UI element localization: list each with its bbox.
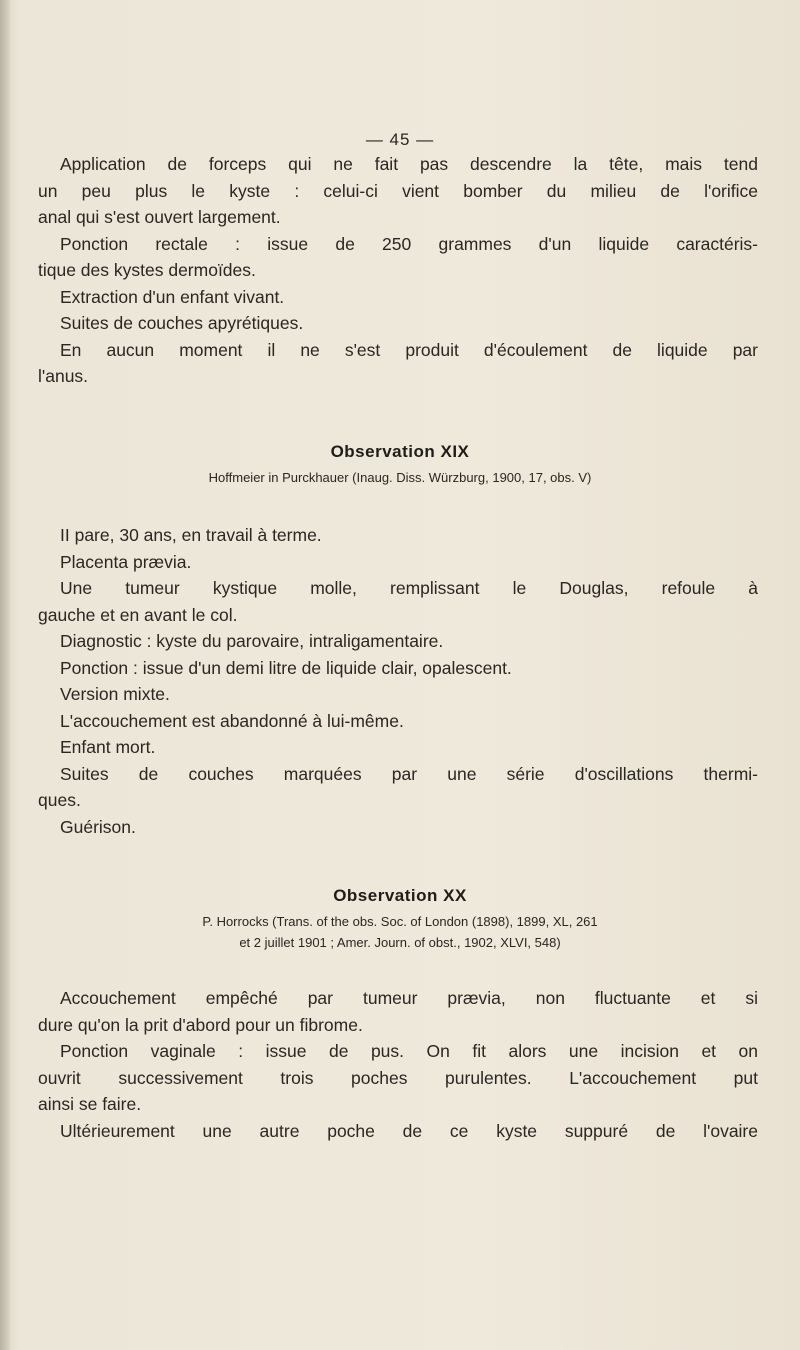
observation-xix-reference: Hoffmeier in Purckhauer (Inaug. Diss. Würzburg, 1900, 17, obs. V) xyxy=(208,470,592,485)
text-line: Ponction rectale : issue de 250 grammes d'un liquide caractéris- xyxy=(60,233,758,254)
text-line: Placenta prævia. xyxy=(60,551,192,572)
page-number: — 45 — xyxy=(365,130,435,149)
text-line: En aucun moment il ne s'est produit d'écoulement de liquide par xyxy=(60,339,758,360)
text-line: gauche et en avant le col. xyxy=(38,604,238,625)
observation-xx-reference-line-1: P. Horrocks (Trans. of the obs. Soc. of London (1898), 1899, XL, 261 xyxy=(202,914,598,929)
observation-xx-heading: Observation XX xyxy=(333,886,467,905)
text-line: II pare, 30 ans, en travail à terme. xyxy=(60,525,322,545)
text-line: Ponction vaginale : issue de pus. On fit alors une incision et on xyxy=(60,1041,758,1061)
text-line: Une tumeur kystique molle, remplissant le Douglas, refoule à xyxy=(60,578,758,598)
text-line: anal qui s'est ouvert largement. xyxy=(38,207,281,227)
page-spine-shadow xyxy=(0,0,10,1350)
text-line: Ultérieurement une autre poche de ce kyste suppuré de l'ovaire xyxy=(60,1120,758,1141)
text-line: Extraction d'un enfant vivant. xyxy=(60,286,285,307)
observation-xix-heading: Observation XIX xyxy=(330,442,470,461)
text-line: Accouchement empêché par tumeur prævia, non fluctuante et si xyxy=(60,988,758,1008)
text-line: ques. xyxy=(38,790,81,810)
text-line: dure qu'on la prit d'abord pour un fibrome. xyxy=(38,1014,363,1035)
text-line: tique des kystes dermoïdes. xyxy=(38,260,256,280)
observation-xx-reference-line-2: et 2 juillet 1901 ; Amer. Journ. of obst., 1902, XLVI, 548) xyxy=(239,935,561,950)
text-line: Enfant mort. xyxy=(60,737,156,757)
text-line: Suites de couches marquées par une série d'oscillations thermi- xyxy=(60,763,758,784)
text-line: L'accouchement est abandonné à lui-même. xyxy=(60,710,404,731)
observation-xx-body xyxy=(38,985,758,1144)
observation-xix-body xyxy=(38,522,758,840)
text-line: ainsi se faire. xyxy=(38,1094,142,1114)
text-line: ouvrit successivement trois poches purulentes. L'accouchement put xyxy=(38,1067,758,1088)
opening-paragraph xyxy=(38,151,758,390)
text-line: un peu plus le kyste : celui-ci vient bomber du milieu de l'orifice xyxy=(38,180,758,201)
text-line: Suites de couches apyrétiques. xyxy=(60,313,304,333)
text-line: Guérison. xyxy=(60,816,136,837)
text-line: l'anus. xyxy=(38,366,89,386)
text-line: Version mixte. xyxy=(60,684,170,704)
text-line: Diagnostic : kyste du parovaire, intraligamentaire. xyxy=(60,631,444,651)
text-line: Ponction : issue d'un demi litre de liquide clair, opalescent. xyxy=(60,657,512,678)
text-line: Application de forceps qui ne fait pas descendre la tête, mais tend xyxy=(60,154,758,174)
